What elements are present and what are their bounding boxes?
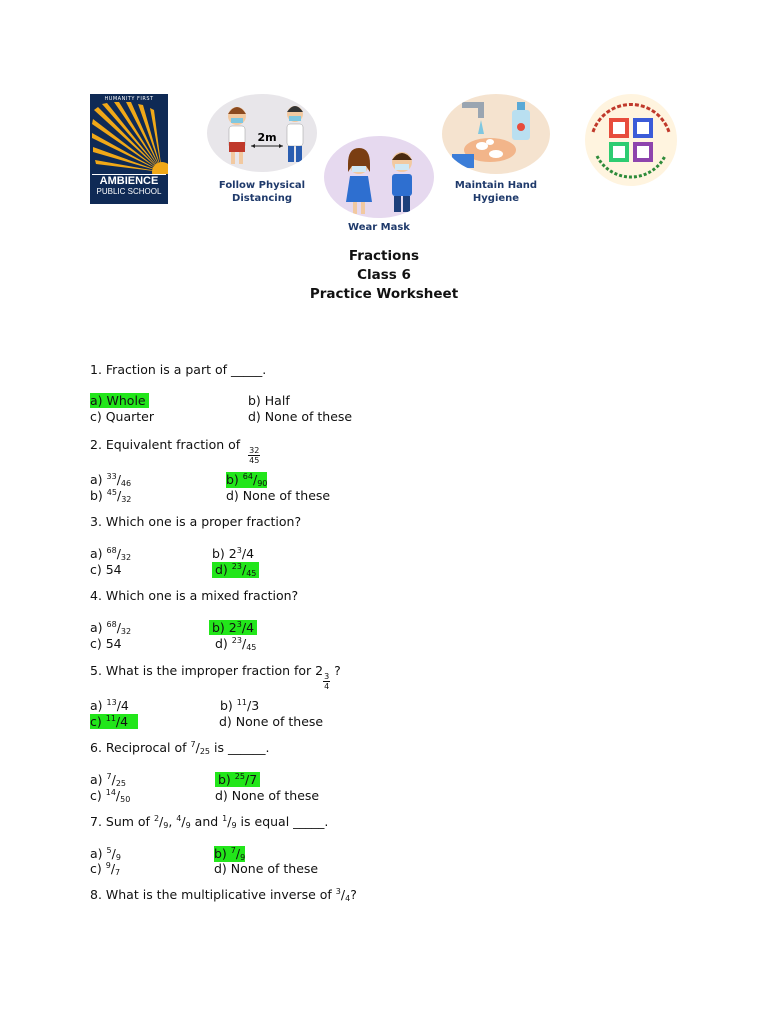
q1-option-d: d) None of these [248,409,353,424]
q1-option-c: c) Quarter [90,409,155,424]
q5-fraction: $\frac{3}{4}$ [324,672,330,691]
q6-option-c: c) $^{14}/_{50}$ [90,788,131,804]
question-6: 6. Reciprocal of $^7/_{25}$ is ______. [90,740,270,756]
distance-label: 2m [257,131,277,144]
q2-fraction: $\frac{32}{45}$ [249,446,260,465]
question-1: 1. Fraction is a part of _____. [90,362,267,377]
school-logo [90,94,168,204]
q5-option-d: d) None of these [219,714,324,729]
q1-option-a: a) Whole [90,393,149,408]
school-motto: HUMANITY FIRST [104,96,154,102]
q7-option-a: a) $^5/_9$ [90,846,121,862]
q4-option-c: c) 54 [90,636,122,651]
q3-option-a: a) $^{68}/_{32}$ [90,546,132,562]
wear-mask-illustration [324,136,434,218]
q6-option-a: a) $^7/_{25}$ [90,772,127,788]
q2-option-a: a) $^{33}/_{46}$ [90,472,132,488]
hand-hygiene-caption: Maintain Hand Hygiene [454,180,538,204]
q4-option-a: a) $^{68}/_{32}$ [90,620,132,636]
q4-option-b: b) $2^3/4$ [209,620,257,635]
worksheet-subject: Fractions [348,248,420,264]
question-3: 3. Which one is a proper fraction? [90,514,302,529]
school-name-line2: PUBLIC SCHOOL [96,187,162,196]
q6-option-b: b) $^{25}$/7 [215,772,260,787]
school-name-line1: AMBIENCE [92,174,166,187]
q2-option-d: d) None of these [226,488,331,503]
question-4: 4. Which one is a mixed fraction? [90,588,299,603]
embracing-new-normal-badge-icon [583,92,679,188]
q3-option-c: c) 54 [90,562,122,577]
q5-option-c: c) $^{11}$/4 [90,714,138,729]
q7-option-b: b) $^7/_9$ [214,846,246,862]
q4-option-d: d) $^{23}/_{45}$ [215,636,257,652]
question-5: 5. What is the improper fraction for 2 $\frac{3}{4}$ ? [90,663,341,691]
sun-rays-icon [90,102,168,174]
question-8: 8. What is the multiplicative inverse of $^3/_4$? [90,887,357,903]
q1-option-b: b) Half [248,393,290,408]
question-2: 2. Equivalent fraction of $\frac{32}{45}$ [90,437,260,465]
q2-option-b: b) $^{64}/_{90}$ [226,472,268,488]
q7-option-d: d) None of these [214,861,319,876]
question-7: 7. Sum of $^2/_9$, $^4/_9$ and $^1/_9$ is equal _____. [90,814,329,830]
distancing-illustration [207,94,317,172]
worksheet-title: Practice Worksheet [309,286,459,302]
q7-option-c: c) $^9/_7$ [90,861,121,877]
q3-option-d: d) $^{23}/_{45}$ [212,562,259,578]
hand-hygiene-illustration [442,94,550,174]
q3-option-b: b) $2^3/4$ [212,546,255,561]
q5-option-a: a) $^{13}$/4 [90,698,129,713]
distancing-caption: Follow Physical Distancing [218,180,306,204]
q5-option-b: b) $^{11}$/3 [220,698,260,713]
worksheet-class: Class 6 [357,267,411,283]
wear-mask-caption: Wear Mask [348,222,410,233]
q2-option-c: b) $^{45}/_{32}$ [90,488,132,504]
q6-option-d: d) None of these [215,788,320,803]
